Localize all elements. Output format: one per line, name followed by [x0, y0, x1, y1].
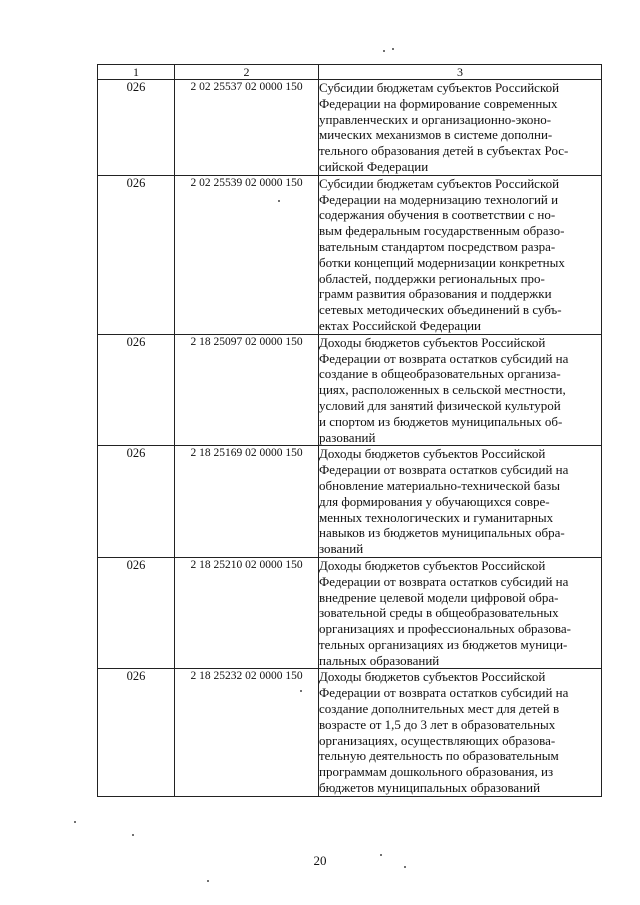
description-line: тельных организациях из бюджетов муници- — [319, 636, 568, 652]
scan-speck — [404, 866, 406, 868]
description-line: Доходы бюджетов субъектов Российской — [319, 446, 546, 462]
budget-code-cell: 2 02 25539 02 0000 150 — [175, 175, 319, 334]
description-line: циях, расположенных в сельской местности, — [319, 382, 566, 398]
budget-code-cell: 2 18 25232 02 0000 150 — [175, 669, 319, 796]
description-line: сийской Федерации — [319, 158, 429, 174]
table-header-row — [98, 65, 602, 80]
description-line: вым федеральным государственным образо- — [319, 223, 565, 239]
description-line: Доходы бюджетов субъектов Российской — [319, 557, 546, 573]
scan-speck — [300, 690, 302, 692]
description-line: обновление материально-технической базы — [319, 477, 561, 493]
scan-speck — [278, 200, 280, 202]
table-row — [98, 334, 602, 446]
scan-speck — [383, 50, 385, 52]
description-line: создание в общеобразовательных организа- — [319, 366, 561, 382]
description-line: Доходы бюджетов субъектов Российской — [319, 669, 546, 685]
description-line: пальных образований — [319, 652, 440, 668]
description-line: Субсидии бюджетам субъектов Российской — [319, 80, 560, 95]
income-description-cell — [319, 175, 602, 334]
description-line: тельного образования детей в субъектах Рос- — [319, 143, 569, 159]
column-header-1: 1 — [98, 65, 175, 80]
description-line: возрасте от 1,5 до 3 лет в образовательных — [319, 716, 556, 732]
description-line: вательным стандартом посредством разра- — [319, 238, 556, 254]
scan-speck — [74, 821, 76, 823]
description-line: Федерации от возврата остатков субсидий на — [319, 350, 569, 366]
page-number: 20 — [313, 853, 327, 868]
description-line: Федерации от возврата остатков субсидий на — [319, 462, 569, 478]
description-line: для формирования у обучающихся совре- — [319, 493, 550, 509]
administrator-code-cell: 026 — [98, 80, 175, 176]
description-line: ботки концепций модернизации конкретных — [319, 254, 565, 270]
description-line: зовательной среды в общеобразовательных — [319, 605, 559, 621]
budget-code-cell: 2 18 25097 02 0000 150 — [175, 334, 319, 446]
budget-code-cell: 2 18 25169 02 0000 150 — [175, 446, 319, 558]
income-description-cell — [319, 80, 602, 176]
description-line: Федерации на модернизацию технологий и — [319, 191, 559, 207]
budget-code-cell: 2 02 25537 02 0000 150 — [175, 80, 319, 176]
column-header-3: 3 — [319, 65, 602, 80]
description-line: Федерации на формирование современных — [319, 95, 558, 111]
description-line: навыков из бюджетов муниципальных обра- — [319, 525, 565, 541]
income-description-cell — [319, 669, 602, 796]
description-line: создание дополнительных мест для детей в — [319, 701, 560, 717]
description-line: тельную деятельность по образовательным — [319, 748, 559, 764]
table-row — [98, 446, 602, 558]
table-row — [98, 669, 602, 796]
description-line: сетевых методических объединений в субъ- — [319, 302, 562, 318]
description-line: грамм развития образования и поддержки — [319, 286, 552, 302]
budget-code-cell: 2 18 25210 02 0000 150 — [175, 557, 319, 669]
description-line: областей, поддержки региональных про- — [319, 270, 545, 286]
administrator-code-cell: 026 — [98, 669, 175, 796]
income-description-cell — [319, 557, 602, 669]
description-line: программам дошкольного образования, из — [319, 764, 554, 780]
administrator-code-cell: 026 — [98, 334, 175, 446]
income-description-cell — [319, 446, 602, 558]
description-line: Федерации от возврата остатков субсидий на — [319, 573, 569, 589]
description-line: зований — [319, 541, 364, 557]
administrator-code-cell: 026 — [98, 175, 175, 334]
description-line: организациях и профессиональных образова- — [319, 621, 571, 637]
description-line: внедрение целевой модели цифровой обра- — [319, 589, 559, 605]
scan-speck — [207, 880, 209, 882]
table-row — [98, 80, 602, 176]
administrator-code-cell: 026 — [98, 557, 175, 669]
administrator-code-cell: 026 — [98, 446, 175, 558]
description-line: ектах Российской Федерации — [319, 317, 481, 333]
description-line: содержания обучения в соответствии с но- — [319, 207, 556, 223]
income-description-cell — [319, 334, 602, 446]
table-row — [98, 175, 602, 334]
scan-speck — [132, 834, 134, 836]
column-header-2: 2 — [175, 65, 319, 80]
description-line: бюджетов муниципальных образований — [319, 780, 541, 796]
description-line: Субсидии бюджетам субъектов Российской — [319, 175, 560, 191]
scan-speck — [380, 854, 382, 856]
description-line: организациях, осуществляющих образова- — [319, 732, 556, 748]
description-line: менных технологических и гуманитарных — [319, 509, 554, 525]
table-body — [98, 80, 602, 797]
scan-speck — [392, 48, 394, 50]
description-line: разований — [319, 429, 376, 445]
description-line: управленческих и организационно-эконо- — [319, 111, 552, 127]
description-line: мических механизмов в системе дополни- — [319, 127, 553, 143]
description-line: условий для занятий физической культурой — [319, 397, 561, 413]
budget-classification-table — [97, 64, 602, 797]
description-line: Доходы бюджетов субъектов Российской — [319, 334, 546, 350]
table-row — [98, 557, 602, 669]
description-line: Федерации от возврата остатков субсидий на — [319, 685, 569, 701]
description-line: и спортом из бюджетов муниципальных об- — [319, 413, 563, 429]
